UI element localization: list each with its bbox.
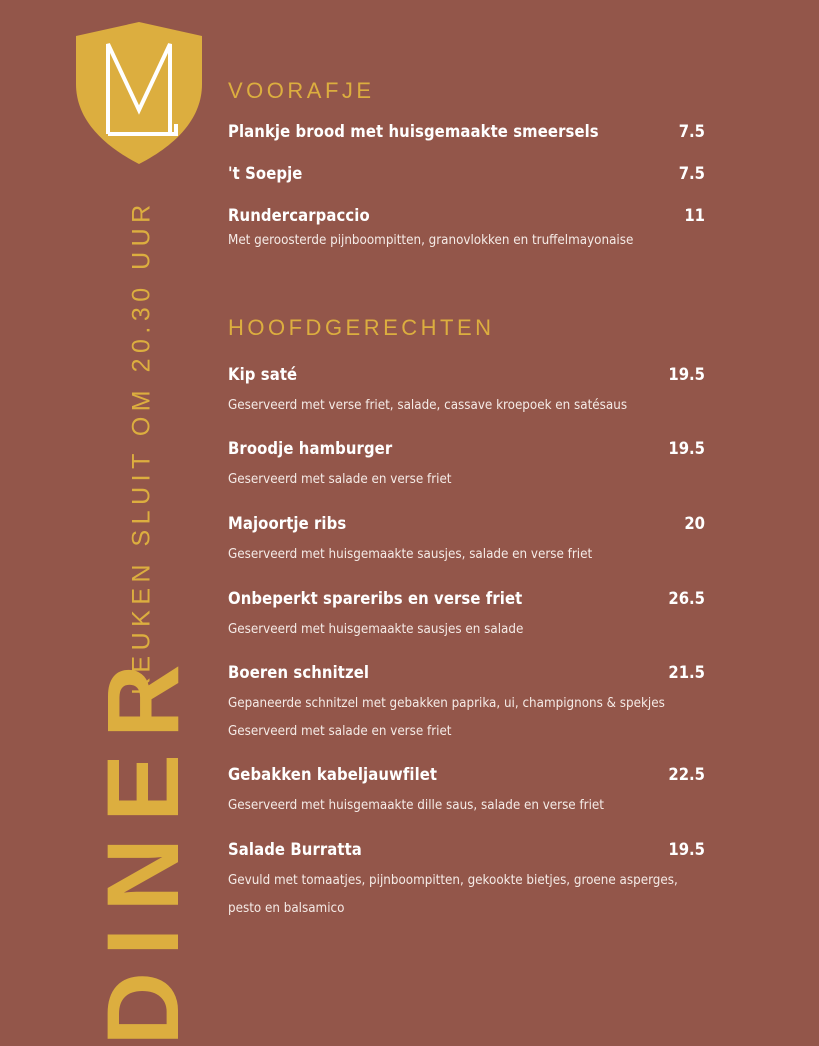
shield-monogram-icon [72, 20, 206, 166]
dish-name: Broodje hamburger [228, 439, 393, 458]
menu-item [228, 365, 705, 420]
menu-item [228, 122, 705, 141]
menu-item [228, 164, 705, 183]
dish-price: 11 [684, 206, 705, 225]
dish-price: 19.5 [668, 840, 705, 859]
dish-description: Geserveerd met huisgemaakte dille saus, salade en verse friet [228, 798, 604, 813]
menu-item [228, 206, 705, 255]
dish-price: 22.5 [668, 765, 705, 784]
dish-description: Gevuld met tomaatjes, pijnboompitten, gekookte bietjes, groene asperges, pesto en balsamico [228, 873, 678, 916]
dish-price: 21.5 [668, 663, 705, 682]
kitchen-closing-note: KEUKEN SLUIT OM 20.30 UUR [127, 199, 156, 695]
dish-description: Geserveerd met verse friet, salade, cassave kroepoek en satésaus [228, 398, 628, 413]
menu-title: DINER [86, 648, 200, 1046]
menu-item [228, 439, 705, 494]
dish-name: Majoortje ribs [228, 514, 347, 533]
dish-name: Boeren schnitzel [228, 663, 370, 682]
section-title-voorafje: VOORAFJE [228, 78, 375, 103]
dish-price: 7.5 [678, 122, 705, 141]
dish-name: Gebakken kabeljauwfilet [228, 765, 438, 784]
dish-price: 19.5 [668, 365, 705, 384]
menu-item [228, 514, 705, 569]
dish-name: Plankje brood met huisgemaakte smeersels [228, 122, 599, 141]
menu-item [228, 765, 705, 820]
dish-price: 7.5 [678, 164, 705, 183]
dish-description: Geserveerd met huisgemaakte sausjes, salade en verse friet [228, 547, 593, 562]
dish-name: Rundercarpaccio [228, 206, 370, 225]
dish-name: Salade Burratta [228, 840, 362, 859]
dish-description: Geserveerd met salade en verse friet [228, 472, 452, 487]
dish-price: 26.5 [668, 589, 705, 608]
dish-name: Onbeperkt spareribs en verse friet [228, 589, 523, 608]
dish-description: Geserveerd met huisgemaakte sausjes en salade [228, 622, 524, 637]
dish-description: Met geroosterde pijnboompitten, granovlokken en truffelmayonaise [228, 233, 634, 248]
dish-name: Kip saté [228, 365, 298, 384]
dish-price: 20 [684, 514, 705, 533]
menu-item [228, 589, 705, 644]
dish-price: 19.5 [668, 439, 705, 458]
logo [72, 20, 206, 166]
dish-description: Gepaneerde schnitzel met gebakken paprika, ui, champignons & spekjes Geserveerd met salade en verse friet [228, 696, 665, 739]
menu-item [228, 840, 705, 923]
menu-item [228, 663, 705, 746]
dish-name: 't Soepje [228, 164, 303, 183]
section-title-hoofdgerechten: HOOFDGERECHTEN [228, 315, 495, 340]
